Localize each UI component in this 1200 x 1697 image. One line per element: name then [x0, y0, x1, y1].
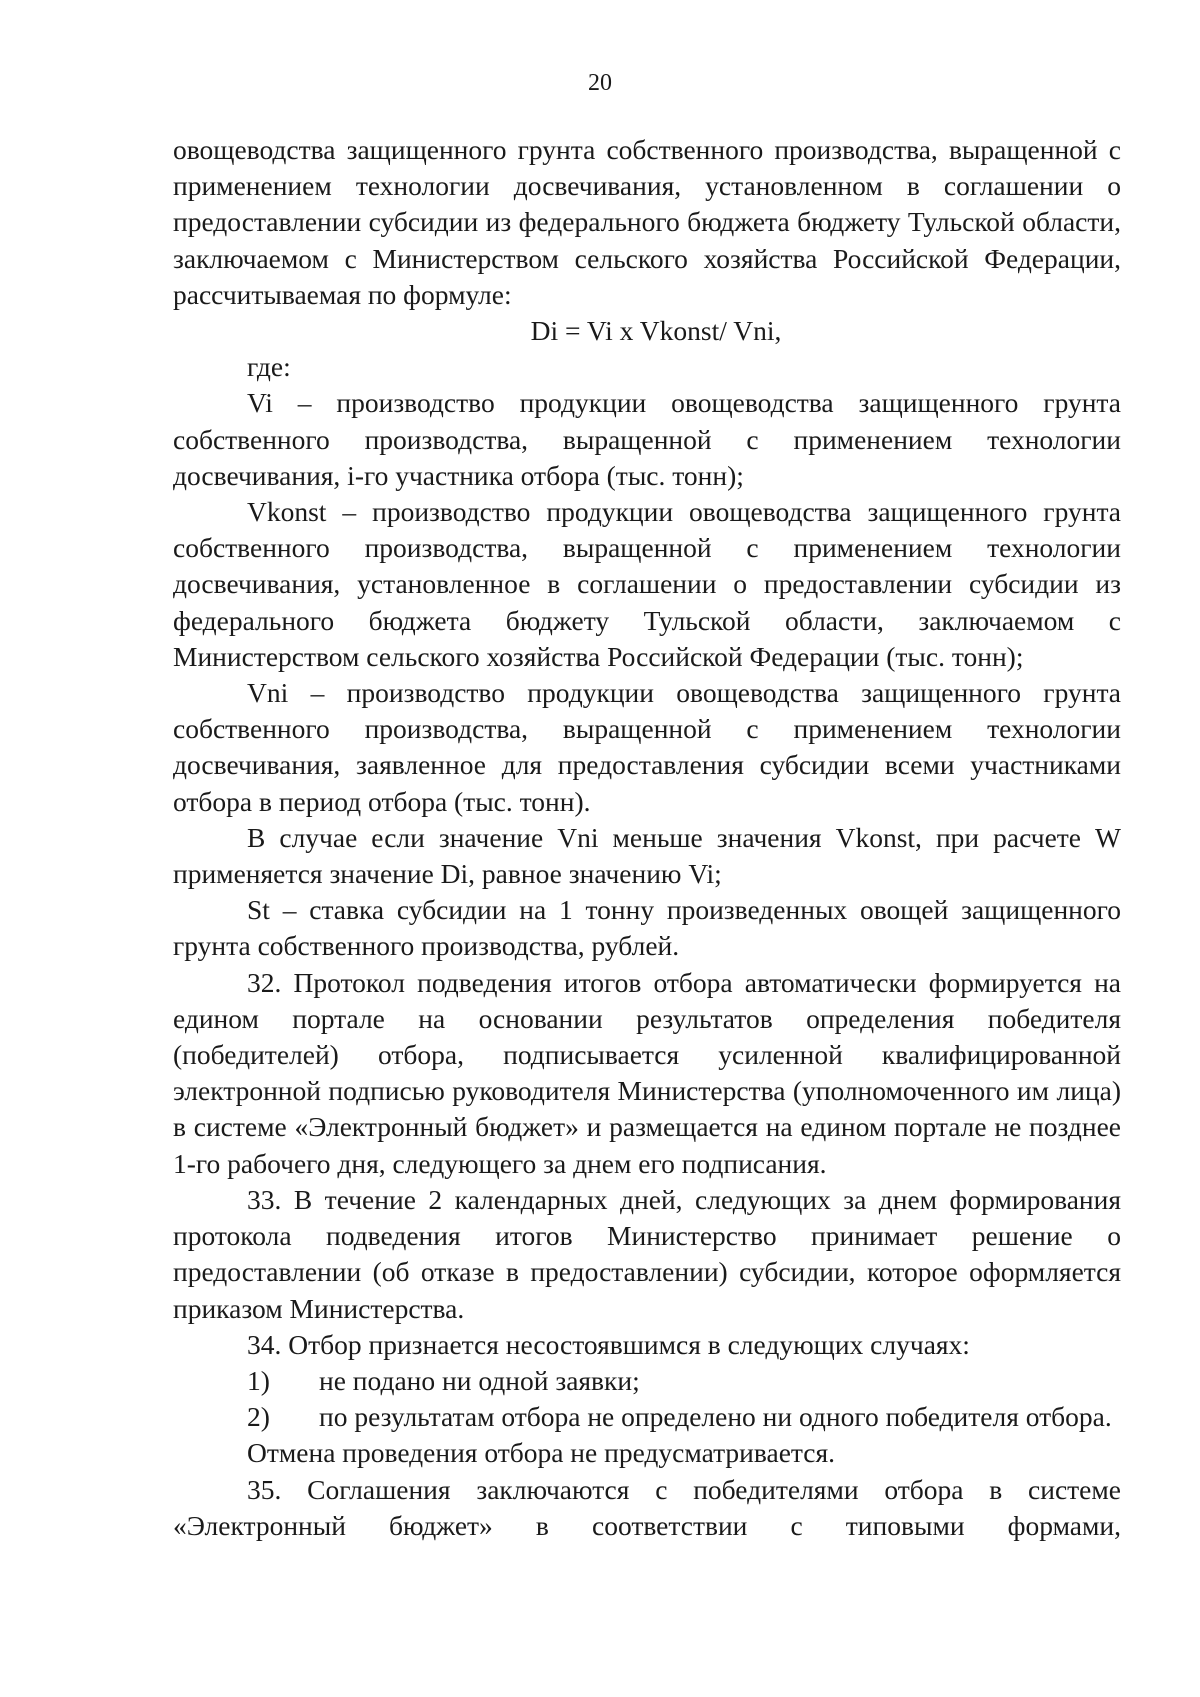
- list-item-2: [173, 1399, 1121, 1435]
- list-item-1-text: не подано ни одной заявки;: [319, 1364, 640, 1396]
- paragraph-cancel: Отмена проведения отбора не предусматривается.: [247, 1437, 836, 1469]
- formula-di: [173, 313, 1121, 349]
- definition-vni: Vni – производство продукции овощеводства защищенного грунта собственного производства, выращенной с применением технологии досвечивания, заявленное для предоставления субсидии всеми участниками отбора в период отбора (тыс. тонн).: [173, 677, 1121, 817]
- paragraph-where: где:: [247, 351, 291, 383]
- page-body: [173, 132, 1121, 1544]
- paragraph-case-vni: В случае если значение Vni меньше значения Vkonst, при расчете W применяется значение Di, равное значению Vi;: [173, 821, 1121, 890]
- paragraph-formula-intro: овощеводства защищенного грунта собственного производства, выращенной с применением технологии досвечивания, установленном в соглашении о предоставлении субсидии из федерального бюджета бюджету Тульской области, заключаемом с Министерством сельского хозяйства Российской Федерации, рассчитываемая по формуле:: [173, 134, 1121, 310]
- definition-st: St – ставка субсидии на 1 тонну произведенных овощей защищенного грунта собственного производства, рублей.: [173, 894, 1121, 962]
- definition-vkonst: Vkonst – производство продукции овощеводства защищенного грунта собственного производства, выращенной с применением технологии досвечивания, установленное в соглашении о предоставлении субсидии из федерального бюджета бюджету Тульской области, заключаемом с Министерством сельского хозяйства Российской Федерации (тыс. тонн);: [173, 496, 1121, 672]
- clause-32: 32. Протокол подведения итогов отбора автоматически формируется на едином портале на основании результатов определения победителя (победителей) отбора, подписывается усиленной квалифицированной электронной подписью руководителя Министерства (уполномоченного им лица) в системе «Электронный бюджет» и размещается на едином портале не позднее 1-го рабочего дня, следующего за днем его подписания.: [173, 966, 1121, 1179]
- list-item-2-text: по результатам отбора не определено ни одного победителя отбора.: [319, 1401, 1112, 1433]
- page-number: 20: [588, 70, 612, 96]
- clause-35: 35. Соглашения заключаются с победителями отбора в системе «Электронный бюджет» в соответствии с типовыми формами,: [173, 1473, 1121, 1541]
- list-item-1-number: 1): [247, 1364, 270, 1396]
- clause-34: 34. Отбор признается несостоявшимся в следующих случаях:: [247, 1328, 970, 1360]
- definition-vi: Vi – производство продукции овощеводства защищенного грунта собственного производства, выращенной с применением технологии досвечивания, i-го участника отбора (тыс. тонн);: [173, 387, 1121, 491]
- clause-33: 33. В течение 2 календарных дней, следующих за днем формирования протокола подведения итогов Министерство принимает решение о предоставлении (об отказе в предоставлении) субсидии, которое оформляется приказом Министерства.: [173, 1183, 1121, 1324]
- formula-text: Di = Vi x Vkonst/ Vni,: [530, 315, 782, 347]
- list-item-2-number: 2): [247, 1401, 270, 1433]
- list-item-1: [173, 1363, 1121, 1399]
